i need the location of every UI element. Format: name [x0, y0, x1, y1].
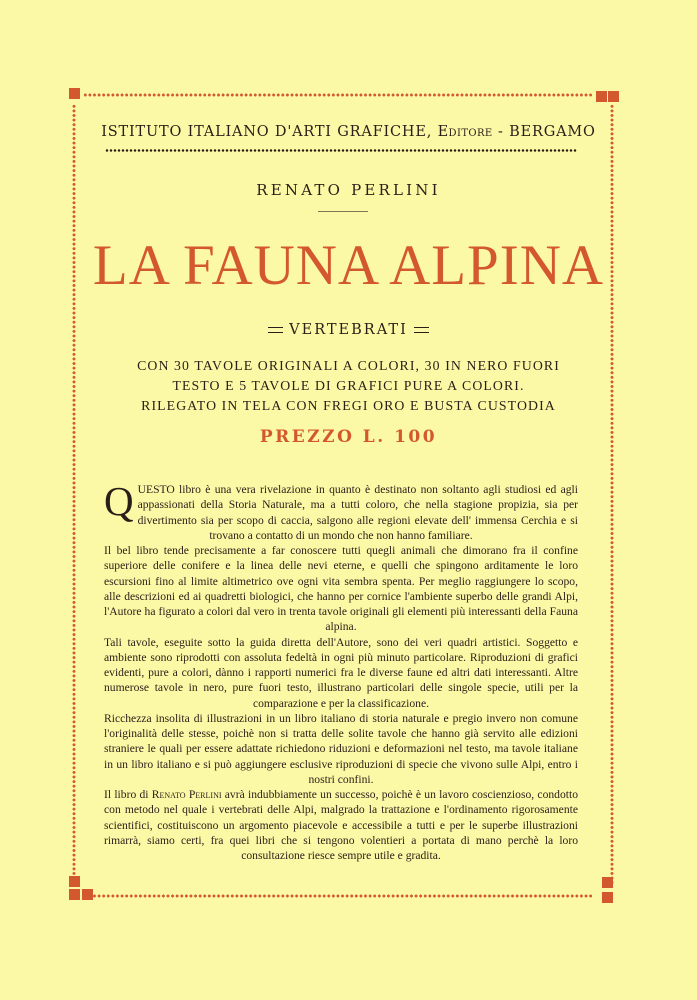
paragraph [104, 478, 578, 543]
publisher-city: BERGAMO [509, 124, 596, 140]
paragraph-text: avrà indubbiamente un successo, poichè è un lavoro coscienzioso, condotto con metodo nel quale i vertebrati delle Alpi, malgrado la trattazione e l'ordinamento rigorosamente scientifici, costituiscono un argomento piacevole e accessibile a tutti e per le superbe illustrazioni rimarrà, siamo certi, fra quei libri che si tengono volentieri a portata di mano perchè la loro consultazione riesce sempre utile e gradita. [104, 788, 578, 862]
description-line: RILEGATO IN TELA CON FREGI ORO E BUSTA CUSTODIA [141, 398, 556, 413]
price: PREZZO L. 100 [259, 427, 438, 447]
publisher-separator: - [498, 124, 504, 140]
publisher-role: Editore [437, 124, 493, 140]
paragraph: Il bel libro tende precisamente a far conoscere tutti quegli animali che dimorano fra il confine superiore delle conifere e la linea delle nevi eterne, e quelli che spingono arditamente le loro escursioni fino al limite altimetrico ove ogni vita sembra spenta. Per meglio raggiungere lo scopo, alle descrizioni ed ai quadretti biologici, che hanno per cornice l'ambiente superbo delle grandi Alpi, l'Autore ha figurato a colori dal vero in trenta tavole originali gli elementi più interessanti della Fauna alpina. [104, 544, 578, 634]
book-title: LA FAUNA ALPINA [92, 234, 605, 297]
left-border [71, 104, 77, 886]
publisher-dotted-rule [105, 148, 577, 153]
double-dash-ornament [268, 327, 283, 333]
double-dash-ornament [414, 327, 429, 333]
corner-ornament [69, 88, 80, 99]
paragraph: Tali tavole, eseguite sotto la guida diretta dell'Autore, sono dei veri quadri artistici. Soggetto e ambiente sono riprodotti con assoluta fedeltà in ogni più minuto particolare. Riproduzioni di grafici evidenti, pure a colori, dànno i rapporti numerici fra le diverse faune ed altri dati interessanti. Altre numerose tavole in nero, pure fuori testo, illustrano particolari delle singole specie, utili per la comparazione e per la classificazione. [104, 635, 578, 710]
top-border [83, 92, 592, 98]
description-line: TESTO E 5 TAVOLE DI GRAFICI PURE A COLORI. [172, 378, 525, 393]
paragraph [104, 787, 578, 863]
paragraph-text: UESTO libro è una vera rivelazione in quanto è destinato non soltanto agli studiosi ed agli appassionati della Storia Naturale, ma a tutti coloro, che nella stagione propizia, sia per divertimento sia per scopo di caccia, salgono alle regioni elevate dell' immensa Cerchia e si trovano a contatto di un mondo che non hanno familiare. [137, 483, 578, 542]
drop-cap: Q [104, 478, 134, 524]
corner-ornament [69, 876, 80, 887]
subtitle: VERTEBRATI [289, 322, 408, 338]
paragraph: Ricchezza insolita di illustrazioni in un libro italiano di storia naturale e pregio invero non comune l'originalità delle stesse, poichè non si tratta delle solite tavole che hanno già servito alle edizioni straniere le quali per essere adattate richiedono riduzioni e deformazioni nel testo, ma tavole italiane in un libro italiano e si può aggiungere esclusive riproduzioni di specie che vivono sulle Alpi, entro i nostri confini. [104, 711, 578, 786]
paragraph-text: Il libro di [104, 788, 149, 801]
description-line: CON 30 TAVOLE ORIGINALI A COLORI, 30 IN NERO FUORI [137, 358, 560, 373]
corner-ornament [69, 889, 80, 900]
author-divider [318, 211, 368, 212]
author-reference: Renato Perlini [151, 788, 222, 801]
corner-ornament [608, 91, 619, 102]
corner-ornament [82, 889, 93, 900]
right-border [609, 104, 615, 886]
bottom-border [83, 893, 592, 899]
author-name: RENATO PERLINI [256, 181, 441, 199]
corner-ornament [602, 877, 613, 888]
publisher-line [0, 124, 697, 140]
publisher-name: ISTITUTO ITALIANO D'ARTI GRAFICHE, [101, 124, 433, 140]
subtitle-line [0, 322, 697, 338]
corner-ornament [596, 91, 607, 102]
corner-ornament [602, 892, 613, 903]
body-text [104, 478, 578, 863]
